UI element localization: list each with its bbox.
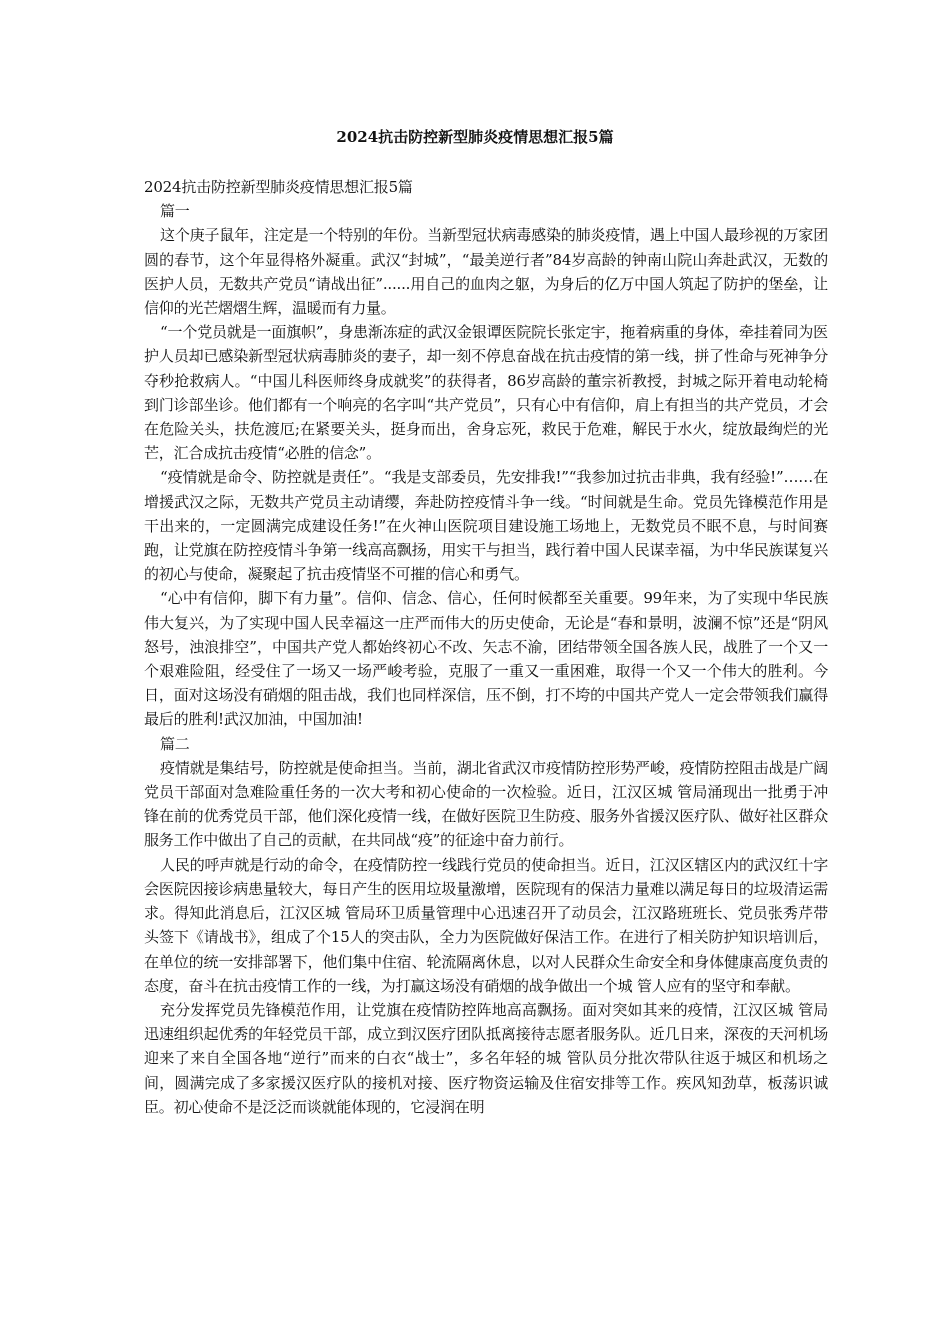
paragraph: “疫情就是命令、防控就是责任”。“我是支部委员，先安排我!”“我参加过抗击非典，我有经验!”……在增援武汉之际，无数共产党员主动请缨，奔赴防控疫情斗争一线。“时间就是生命。党员先锋模范作用是干出来的，一定圆满完成建设任务!”在火神山医院项目建设施工场地上，无数党员不眠不息，与时间赛跑，让党旗在防控疫情斗争第一线高高飘扬，用实干与担当，践行着中国人民谋幸福，为中华民族谋复兴的初心与使命，凝聚起了抗击疫情坚不可摧的信心和勇气。 — [144, 468, 828, 584]
paragraph: 人民的呼声就是行动的命令，在疫情防控一线践行党员的使命担当。近日，江汉区辖区内的武汉红十字会医院因接诊病患量较大，每日产生的医用垃圾量激增，医院现有的保洁力量难以满足每日的垃圾清运需求。得知此消息后，江汉区城 管局环卫质量管理中心迅速召开了动员会，江汉路班班长、党员张秀芹带头签下《请战书》，组成了个15人的突击队，全力为医院做好保洁工作。在进行了相关防护知识培训后，在单位的统一安排部署下，他们集中住宿、轮流隔离休息，以对人民群众生命安全和身体健康高度负责的态度，奋斗在抗击疫情工作的一线，为打赢这场没有硝烟的战争做出一个城 管人应有的坚守和奉献。 — [144, 855, 828, 995]
paragraph: 这个庚子鼠年，注定是一个特别的年份。当新型冠状病毒感染的肺炎疫情，遇上中国人最珍视的万家团圆的春节，这个年显得格外凝重。武汉“封城”，“最美逆行者”84岁高龄的钟南山院山奔赴武汉，无数的医护人员，无数共产党员“请战出征”......用自己的血肉之躯，为身后的亿万中国人筑起了防护的堡垒，让信仰的光芒熠熠生辉，温暖而有力量。 — [144, 226, 828, 318]
paragraph: 充分发挥党员先锋模范作用，让党旗在疫情防控阵地高高飘扬。面对突如其来的疫情，江汉区城 管局迅速组织起优秀的年轻党员干部，成立到汉医疗团队抵离接待志愿者服务队。近几日来，深夜的天河机场迎来了来自全国各地“逆行”而来的白衣“战士”，多名年轻的城 管队员分批次带队往返于城区和机场之间，圆满完成了多家援汉医疗队的接机对接、医疗物资运输及住宿安排等工作。疾风知劲草，板荡识诚臣。初心使命不是泛泛而谈就能体现的，它浸润在明 — [144, 1000, 828, 1116]
paragraph: 疫情就是集结号，防控就是使命担当。当前，湖北省武汉市疫情防控形势严峻，疫情防控阻击战是广阔党员干部面对急难险重任务的一次大考和初心使命的一次检验。近日，江汉区城 管局涌现出一批勇于冲锋在前的优秀党员干部，他们深化疫情一线，在做好医院卫生防疫、服务外省援汉医疗队、做好社区群众服务工作中做出了自己的贡献，在共同战“疫”的征途中奋力前行。 — [144, 758, 828, 850]
document-subtitle: 2024抗击防控新型肺炎疫情思想汇报5篇 — [144, 178, 413, 196]
paragraph: “心中有信仰，脚下有力量”。信仰、信念、信心，任何时候都至关重要。99年来，为了实现中华民族伟大复兴，为了实现中国人民幸福这一庄严而伟大的历史使命，无论是“春和景明，波澜不惊”还是“阴风怒号，浊浪排空”，中国共产党人都始终初心不改、矢志不渝，团结带领全国各族人民，战胜了一个又一个艰难险阻，经受住了一场又一场严峻考验，克服了一重又一重困难，取得一个又一个伟大的胜利。今日，面对这场没有硝烟的阻击战，我们也同样深信，压不倒，打不垮的中国共产党人一定会带领我们赢得最后的胜利!武汉加油，中国加油! — [144, 589, 828, 729]
document-title: 2024抗击防控新型肺炎疫情思想汇报5篇 — [336, 128, 614, 146]
section-heading-1: 篇一 — [160, 202, 190, 221]
document-body — [144, 175, 828, 1119]
section-heading-2: 篇二 — [160, 734, 190, 753]
paragraph: “一个党员就是一面旗帜”，身患渐冻症的武汉金银谭医院院长张定宇，拖着病重的身体，牵挂着同为医护人员却已感染新型冠状病毒肺炎的妻子，却一刻不停息奋战在抗击疫情的第一线，拼了性命与死神争分夺秒抢救病人。“中国儿科医师终身成就奖”的获得者，86岁高龄的董宗祈教授，封城之际开着电动轮椅到门诊部坐诊。他们都有一个响亮的名字叫“共产党员”，只有心中有信仰，肩上有担当的共产党员，才会在危险关头，扶危渡厄;在紧要关头，挺身而出，舍身忘死，救民于危难，解民于水火，绽放最绚烂的光芒，汇合成抗击疫情“必胜的信念”。 — [144, 323, 828, 463]
